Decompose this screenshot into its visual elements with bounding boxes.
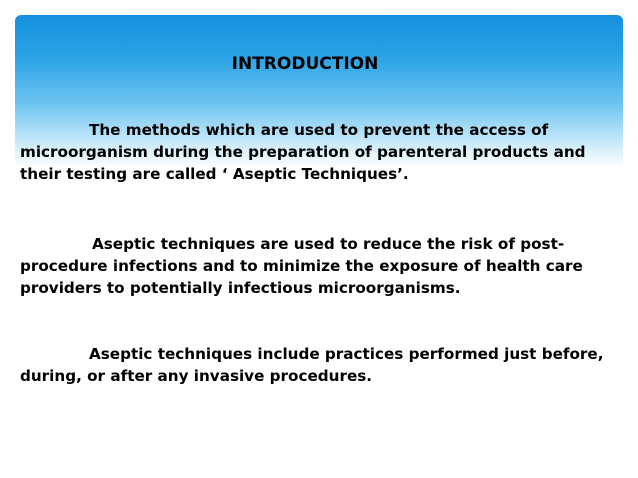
paragraph-definition-text: The methods which are used to prevent the access of microorganism during the preparation of parenteral products and their testing are called ‘ Aseptic Techniques’. bbox=[20, 121, 586, 183]
slide-title bbox=[0, 54, 638, 74]
paragraph-definition bbox=[20, 119, 620, 185]
paragraph-practices-text: Aseptic techniques include practices performed just before, during, or after any invasive procedures. bbox=[20, 345, 604, 385]
paragraph-practices bbox=[20, 343, 620, 387]
slide-title-text: INTRODUCTION bbox=[231, 54, 379, 74]
paragraph-purpose-text: Aseptic techniques are used to reduce the risk of post-procedure infections and to minimize the exposure of health care providers to potentially infectious microorganisms. bbox=[20, 235, 583, 297]
paragraph-purpose bbox=[20, 233, 620, 299]
